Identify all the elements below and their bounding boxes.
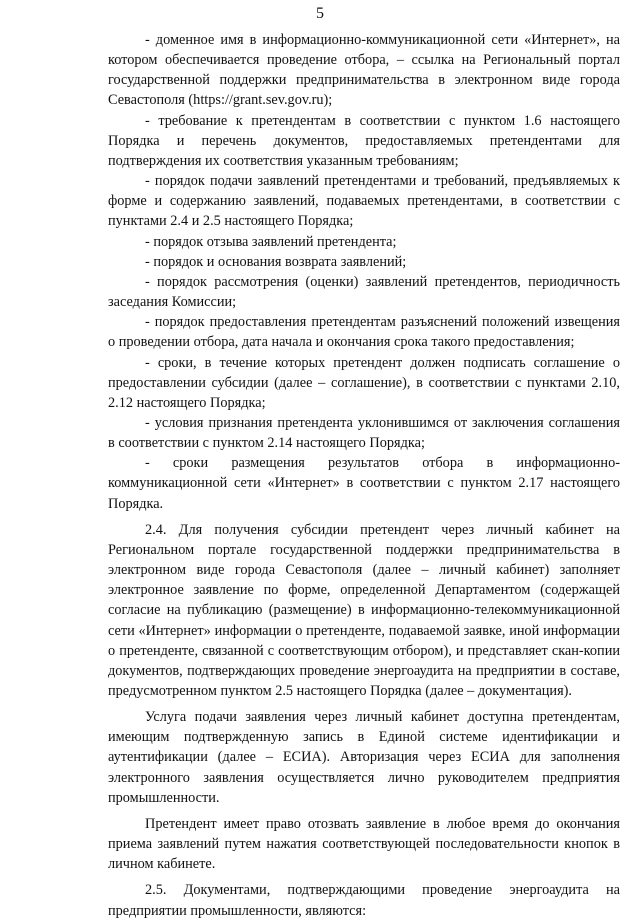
document-body xyxy=(108,30,620,921)
paragraph-signing-deadlines: - сроки, в течение которых претендент должен подписать соглашение о предоставлении субсидии (далее – соглашение), в соответствии с пунктами 2.10, 2.12 настоящего Порядка; xyxy=(108,354,620,411)
paragraph-evasion-conditions: - условия признания претендента уклонившимся от заключения соглашения в соответствии с пунктом 2.14 настоящего Порядка; xyxy=(108,414,620,452)
paragraph-review-procedure: - порядок рассмотрения (оценки) заявлений претендентов, периодичность заседания Комиссии; xyxy=(108,273,620,311)
paragraph-requirements: - требование к претендентам в соответствии с пунктом 1.6 настоящего Порядка и перечень документов, предоставляемых претендентами для подтверждения их соответствия указанным требованиям; xyxy=(108,112,620,169)
paragraph-results-publication: - сроки размещения результатов отбора в информационно-коммуникационной сети «Интернет» в соответствии с пунктом 2.17 настоящего Порядка. xyxy=(108,455,620,512)
page-number: 5 xyxy=(316,5,324,22)
paragraph-section-2-5: 2.5. Документами, подтверждающими проведение энергоаудита на предприятии промышленности, являются: xyxy=(108,882,620,919)
paragraph-return-procedure: - порядок и основания возврата заявлений; xyxy=(145,253,407,270)
paragraph-esia-service: Услуга подачи заявления через личный кабинет доступна претендентам, имеющим подтвержденную запись в Единой системе идентификации и аутентификации (далее – ЕСИА). Авторизация через ЕСИА для заполнения электронного заявления осуществляется лично руководителем предприятия промышленности. xyxy=(108,709,620,806)
paragraph-domain-name: - доменное имя в информационно-коммуникационной сети «Интернет», на котором обеспечивается проведение отбора, – ссылка на Региональный портал государственной поддержки предпринимательства в электронном виде города Севастополя (https://grant.sev.gov.ru); xyxy=(108,32,620,109)
paragraph-withdrawal-procedure: - порядок отзыва заявлений претендента; xyxy=(145,233,397,250)
paragraph-withdrawal-right: Претендент имеет право отозвать заявление в любое время до окончания приема заявлений путем нажатия соответствующей последовательности кнопок в личном кабинете. xyxy=(108,815,620,873)
paragraph-application-procedure: - порядок подачи заявлений претендентами и требований, предъявляемых к форме и содержанию заявлений, подаваемых претендентами, в соответствии с пунктами 2.4 и 2.5 настоящего Порядка; xyxy=(108,173,620,230)
paragraph-clarification-procedure: - порядок предоставления претендентам разъяснений положений извещения о проведении отбора, дата начала и окончания срока такого предоставления; xyxy=(108,314,620,351)
paragraph-section-2-4: 2.4. Для получения субсидии претендент через личный кабинет на Региональном портале государственной поддержки предпринимательства в электронном виде города Севастополя (далее – личный кабинет) заполняет электронное заявление по форме, определенной Департаментом (содержащей согласие на публикацию (размещение) в информационно-телекоммуникационной сети «Интернет» информации о претенденте, подаваемой заявке, иной информации о претенденте, связанной с соответствующим отбором), и представляет скан-копии документов, подтверждающих проведение энергоаудита на предприятии в составе, предусмотренном пунктом 2.5 настоящего Порядка (далее – документация). xyxy=(108,521,620,699)
